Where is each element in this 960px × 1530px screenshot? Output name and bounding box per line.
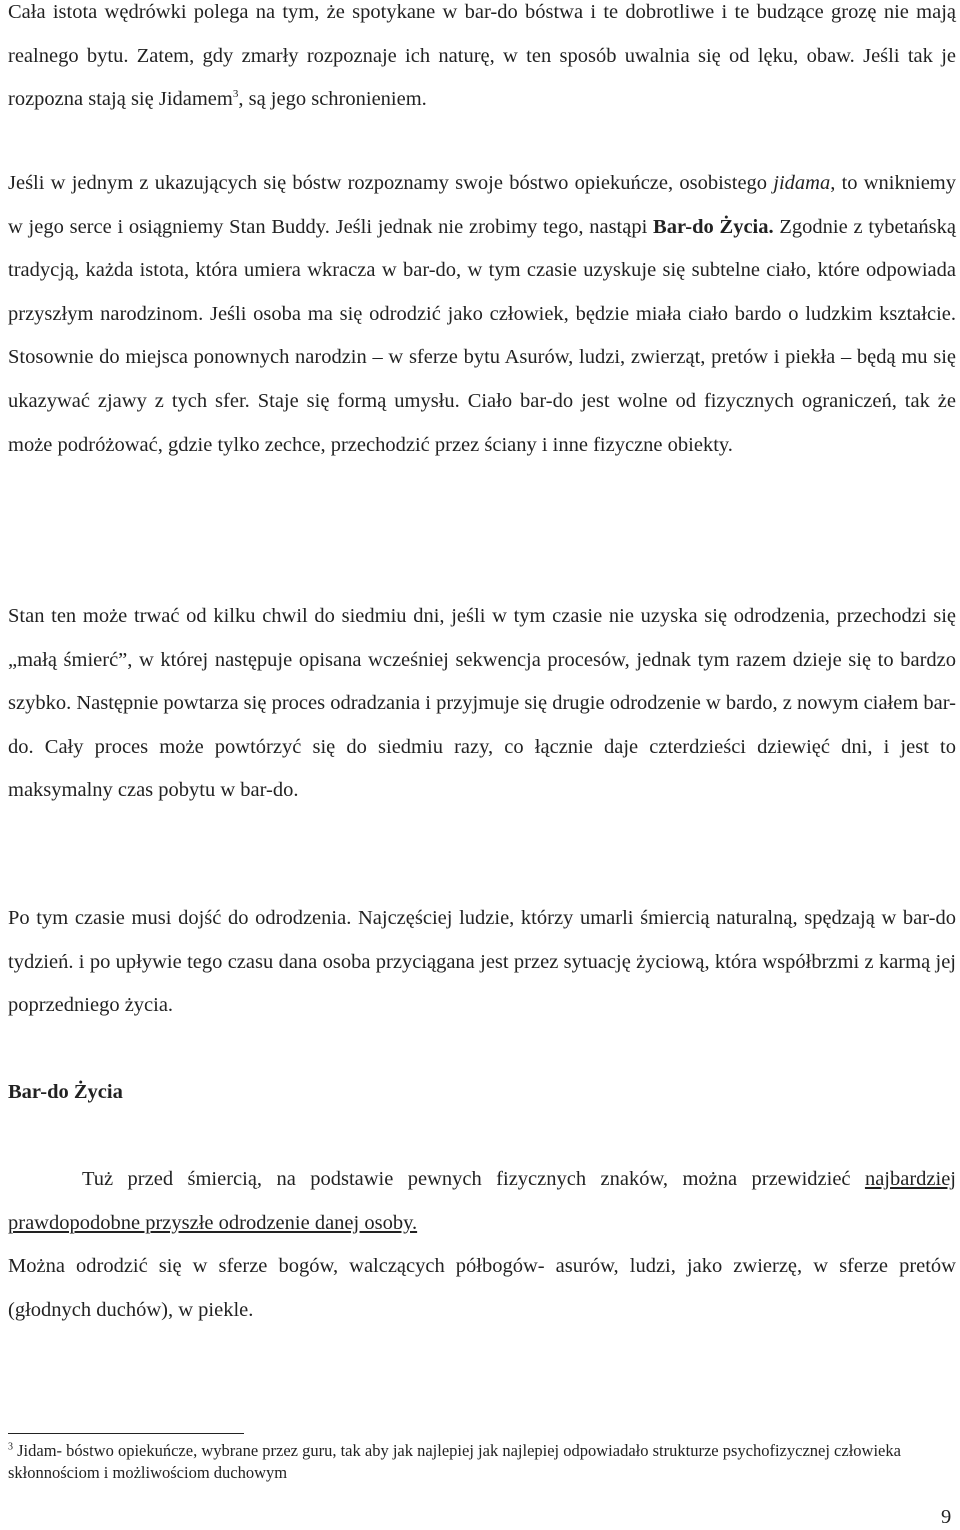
footnote-reference[interactable]: 3 bbox=[232, 88, 239, 101]
paragraph-3: Stan ten może trwać od kilku chwil do siedmiu dni, jeśli w tym czasie nie uzyska się odrodzenia, przechodzi się „małą śmierć”, w której następuje opisana wcześniej sekwencja procesów, jednak tym razem dzieje się to bardzo szybko. Następnie powtarza się proces odradzania i przyjmuje się drugie odrodzenie w bardo, z nowym ciałem bar-do. Cały proces może powtórzyć się do siedmiu razy, co łącznie daje czterdzieści dziewięć dni, i jest to maksymalny czas pobytu w bar-do. bbox=[8, 605, 956, 802]
paragraph-2 bbox=[8, 162, 956, 467]
section-heading: Bar-do Życia bbox=[8, 1081, 123, 1103]
page-number: 9 bbox=[941, 1506, 952, 1528]
footnote bbox=[8, 1440, 948, 1484]
paragraph-5 bbox=[8, 1158, 956, 1245]
paragraph-1-text-a: Cała istota wędrówki polega na tym, że spotykane w bar-do bóstwa i te dobrotliwe i te budzące grozę nie mają realnego bytu. Zatem, gdy zmarły rozpoznaje ich naturę, w ten sposób uwalnia się od lęku, obaw. Jeśli tak je rozpozna stają się Jidamem bbox=[8, 1, 956, 111]
footnote-text: Jidam- bóstwo opiekuńcze, wybrane przez guru, tak aby jak najlepiej jak najlepiej odpowiadało strukturze psychofizycznej człowieka skłonnościom i możliwościom duchowym bbox=[8, 1441, 901, 1482]
paragraph-1-text-b: , są jego schronieniem. bbox=[238, 88, 427, 111]
jidama-term: jidama bbox=[773, 172, 831, 194]
paragraph-4: Po tym czasie musi dojść do odrodzenia. Najczęściej ludzie, którzy umarli śmiercią naturalną, spędzają w bar-do tydzień. i po upływie tego czasu dana osoba przyciągana jest przez sytuację życiową, która współbrzmi z karmą jej poprzedniego życia. bbox=[8, 907, 956, 1017]
underlined-phrase: najbardziej prawdopodobne przyszłe odrodzenie danej osoby. bbox=[8, 1168, 956, 1234]
footnote-separator bbox=[8, 1433, 244, 1434]
paragraph-6: Można odrodzić się w sferze bogów, walczących półbogów- asurów, ludzi, jako zwierzę, w sferze pretów (głodnych duchów), w piekle. bbox=[8, 1255, 956, 1321]
paragraph-2-text-c: Zgodnie z tybetańską tradycją, każda istota, która umiera wkracza w bar-do, w tym czasie uzyskuje się subtelne ciało, które odpowiada przyszłym narodzinom. Jeśli osoba ma się odrodzić jako człowiek, będzie miała ciało bardo o ludzkim kształcie. Stosownie do miejsca ponownych narodzin – w sferze bytu Asurów, ludzi, zwierząt, pretów i piekła – będą mu się ukazywać zjawy z tych sfer. Staje się formą umysłu. Ciało bar-do jest wolne od fizycznych ograniczeń, tak że może podróżować, gdzie tylko zechce, przechodzić przez ściany i inne fizyczne obiekty. bbox=[8, 215, 956, 456]
paragraph-1 bbox=[8, 0, 956, 122]
footnote-marker: 3 bbox=[8, 1441, 13, 1453]
paragraph-2-text-b: , to wnikniemy w jego serce i osiągniemy Stan Buddy. Jeśli jednak nie zrobimy tego, nastąpi bbox=[8, 172, 956, 238]
paragraph-5-text-a: Tuż przed śmiercią, na podstawie pewnych fizycznych znaków, można przewidzieć bbox=[82, 1168, 865, 1190]
bardo-zycia-term: Bar-do Życia. bbox=[653, 215, 774, 238]
paragraph-2-text-a: Jeśli w jednym z ukazujących się bóstw rozpoznamy swoje bóstwo opiekuńcze, osobistego bbox=[8, 172, 774, 194]
